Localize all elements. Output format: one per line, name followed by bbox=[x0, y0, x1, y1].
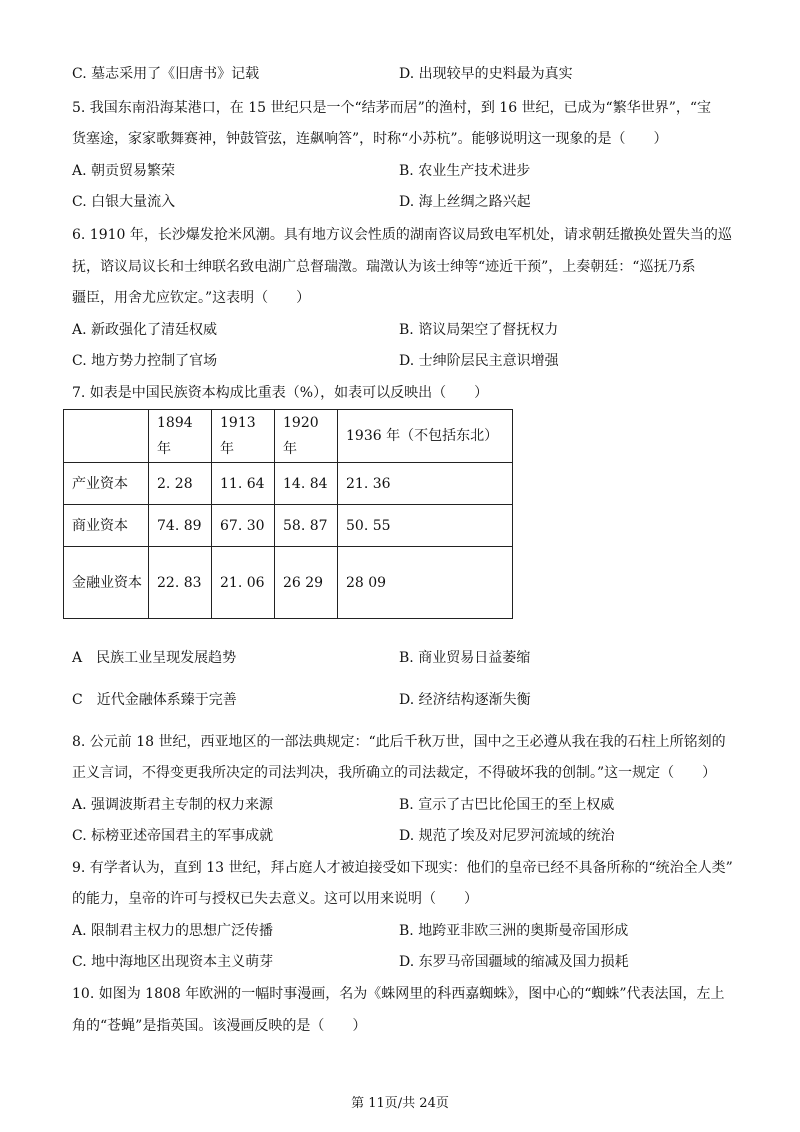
table-cell: 67. 30 bbox=[212, 505, 275, 547]
q5-option-a: A. 朝贡贸易繁荣 bbox=[72, 163, 176, 179]
q8-stem-line1: 8. 公元前 18 世纪，西亚地区的一部法典规定：“此后千秋万世，国中之王必遵从我在我的石柱上所铭刻的 bbox=[72, 734, 726, 750]
q8-stem-line2: 正义言词，不得变更我所决定的司法判决，我所确立的司法裁定，不得破坏我的创制。”这一规定（ ） bbox=[72, 765, 717, 781]
table-cell: 11. 64 bbox=[212, 463, 275, 505]
table-cell: 26 29 bbox=[275, 547, 338, 619]
q7-option-d: D. 经济结构逐渐失衡 bbox=[399, 692, 531, 708]
capital-structure-table bbox=[63, 409, 513, 619]
table-cell: 22. 83 bbox=[149, 547, 212, 619]
q6-option-c: C. 地方势力控制了官场 bbox=[72, 353, 218, 369]
q8-option-a: A. 强调波斯君主专制的权力来源 bbox=[72, 797, 274, 813]
table-row bbox=[64, 463, 513, 505]
table-cell: 58. 87 bbox=[275, 505, 338, 547]
page-number: 第 11页/共 24页 bbox=[351, 1096, 449, 1111]
q5-stem-line2: 货塞途，家家歌舞赛神，钟鼓管弦，连飙响答”，时称“小苏杭”。能够说明这一现象的是（ ） bbox=[72, 131, 668, 147]
table-row bbox=[64, 547, 513, 619]
q5-stem-line1: 5. 我国东南沿海某港口，在 15 世纪只是一个“结茅而居”的渔村，到 16 世纪，已成为“繁华世界”，“宝 bbox=[72, 100, 712, 116]
table-cell: 2. 28 bbox=[149, 463, 212, 505]
q5-option-b: B. 农业生产技术进步 bbox=[399, 163, 531, 179]
table-cell: 50. 55 bbox=[338, 505, 513, 547]
q7-option-b: B. 商业贸易日益萎缩 bbox=[399, 650, 531, 666]
q8-option-d: D. 规范了埃及对尼罗河流域的统治 bbox=[399, 828, 615, 844]
q9-option-d: D. 东罗马帝国疆域的缩减及国力损耗 bbox=[399, 954, 629, 970]
table-cell: 28 09 bbox=[338, 547, 513, 619]
q7-stem: 7. 如表是中国民族资本构成比重表（%），如表可以反映出（ ） bbox=[72, 385, 489, 401]
q6-option-d: D. 士绅阶层民主意识增强 bbox=[399, 353, 559, 369]
table-header-cell: 1894 年 bbox=[149, 410, 212, 463]
table-row bbox=[64, 505, 513, 547]
q10-stem-line1: 10. 如图为 1808 年欧洲的一幅时事漫画，名为《蛛网里的科西嘉蜘蛛》，图中心的“蜘蛛”代表法国，左上 bbox=[72, 986, 725, 1002]
q9-option-c: C. 地中海地区出现资本主义萌芽 bbox=[72, 954, 274, 970]
q9-option-b: B. 地跨亚非欧三洲的奥斯曼帝国形成 bbox=[399, 923, 629, 939]
q6-stem-line2: 抚，谘议局议长和士绅联名致电湖广总督瑞澂。瑞澂认为该士绅等“迹近干预”，上奏朝廷：“巡抚乃系 bbox=[72, 259, 696, 275]
q8-option-b: B. 宣示了古巴比伦国王的至上权威 bbox=[399, 797, 615, 813]
table-header-cell: 1913 年 bbox=[212, 410, 275, 463]
table-cell: 14. 84 bbox=[275, 463, 338, 505]
table-cell: 产业资本 bbox=[64, 463, 149, 505]
q6-option-a: A. 新政强化了清廷权威 bbox=[72, 322, 218, 338]
prev-option-d: D. 出现较早的史料最为真实 bbox=[399, 66, 573, 82]
table-cell: 商业资本 bbox=[64, 505, 149, 547]
q9-stem-line2: 的能力，皇帝的许可与授权已失去意义。这可以用来说明（ ） bbox=[72, 891, 478, 907]
table-cell: 21. 36 bbox=[338, 463, 513, 505]
q7-option-a: A 民族工业呈现发展趋势 bbox=[72, 650, 237, 666]
prev-option-c: C. 墓志采用了《旧唐书》记载 bbox=[72, 66, 260, 82]
table-cell: 74. 89 bbox=[149, 505, 212, 547]
q5-option-d: D. 海上丝绸之路兴起 bbox=[399, 194, 531, 210]
table-header-row bbox=[64, 410, 513, 463]
q9-stem-line1: 9. 有学者认为，直到 13 世纪，拜占庭人才被迫接受如下现实：他们的皇帝已经不具备所称的“统治全人类” bbox=[72, 860, 733, 876]
table-header-cell bbox=[64, 410, 149, 463]
q6-stem-line1: 6. 1910 年，长沙爆发抢米风潮。具有地方议会性质的湖南咨议局致电军机处，请求朝廷撤换处置失当的巡 bbox=[72, 227, 732, 243]
q6-option-b: B. 谘议局架空了督抚权力 bbox=[399, 322, 559, 338]
q10-stem-line2: 角的“苍蝇”是指英国。该漫画反映的是（ ） bbox=[72, 1018, 367, 1034]
table-header-cell: 1920 年 bbox=[275, 410, 338, 463]
table-cell: 21. 06 bbox=[212, 547, 275, 619]
table-cell: 金融业资本 bbox=[64, 547, 149, 619]
table-header-cell: 1936 年（不包括东北） bbox=[338, 410, 513, 463]
q5-option-c: C. 白银大量流入 bbox=[72, 194, 176, 210]
q9-option-a: A. 限制君主权力的思想广泛传播 bbox=[72, 923, 274, 939]
q6-stem-line3: 疆臣，用舍尤应钦定。”这表明（ ） bbox=[72, 290, 311, 306]
q8-option-c: C. 标榜亚述帝国君主的军事成就 bbox=[72, 828, 274, 844]
q7-option-c: C 近代金融体系臻于完善 bbox=[72, 692, 237, 708]
